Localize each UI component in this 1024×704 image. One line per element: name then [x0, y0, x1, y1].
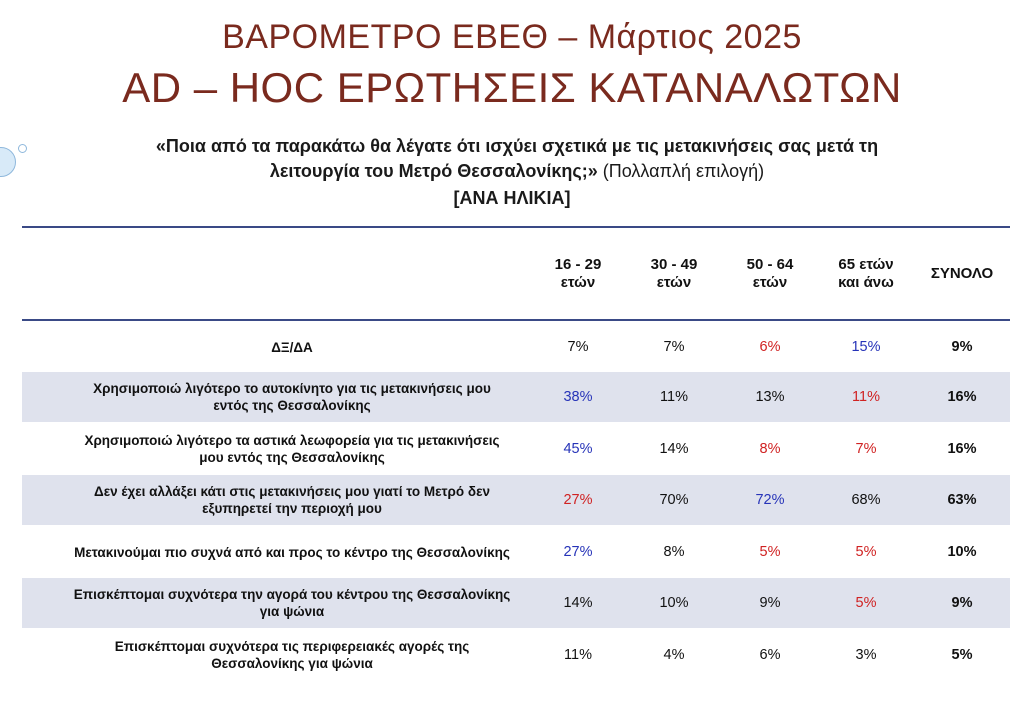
row-label-line-1: ΔΞ/ΔΑ — [271, 339, 313, 355]
value-cell: 70% — [659, 492, 689, 508]
row-label-line-1: Μετακινούμαι πιο συχνά από και προς το κέντρο της Θεσσαλονίκης — [74, 544, 510, 560]
row-label — [32, 322, 552, 372]
value-cell: 11% — [660, 389, 688, 405]
table-row — [22, 322, 1010, 372]
value-cell: 8% — [663, 544, 685, 560]
table-row — [22, 424, 1010, 474]
decorative-circle-large — [0, 147, 16, 177]
value-cell: 45% — [563, 441, 593, 457]
column-header — [629, 256, 719, 292]
row-label-line-1: Χρησιμοποιώ λιγότερο το αυτοκίνητο για τις μετακινήσεις μου — [93, 381, 491, 396]
column-header-line-2: ετών — [752, 274, 788, 291]
page-title: ΒΑΡΟΜΕΤΡΟ ΕΒΕΘ – Μάρτιος 2025 — [222, 18, 802, 56]
value-cell: 8% — [759, 441, 781, 457]
value-cell: 5% — [759, 544, 781, 560]
row-label — [32, 475, 552, 525]
row-label-line-2: εξυπηρετεί την περιοχή μου — [202, 501, 382, 516]
value-cell: 11% — [564, 647, 592, 663]
row-label-line-1: Χρησιμοποιώ λιγότερο τα αστικά λεωφορεία για τις μετακινήσεις — [84, 433, 500, 448]
row-label-line-2: για ψώνια — [259, 604, 325, 619]
value-cell: 7% — [663, 339, 685, 355]
question-line-1: «Ποια από τα παρακάτω θα λέγατε ότι ισχύει σχετικά με τις μετακινήσεις σας μετά τη — [155, 136, 879, 156]
table-top-rule — [22, 226, 1010, 228]
column-header — [725, 256, 815, 292]
survey-question — [60, 134, 974, 184]
total-value-cell: 9% — [951, 339, 973, 355]
column-header-line-2: και άνω — [838, 274, 894, 291]
table-row — [22, 527, 1010, 577]
row-label — [32, 424, 552, 474]
row-label — [32, 630, 552, 680]
value-cell: 14% — [659, 441, 689, 457]
value-cell: 72% — [755, 492, 785, 508]
value-cell: 5% — [855, 595, 877, 611]
value-cell: 6% — [759, 647, 781, 663]
total-value-cell: 16% — [947, 389, 977, 405]
row-label — [32, 527, 552, 577]
value-cell: 68% — [851, 492, 881, 508]
column-header-line-1: 30 - 49 — [650, 256, 698, 273]
column-header-line-1: ΣΥΝΟΛΟ — [930, 265, 994, 282]
column-header — [917, 265, 1007, 283]
value-cell: 27% — [563, 544, 593, 560]
value-cell: 14% — [563, 595, 593, 611]
total-value-cell: 10% — [947, 544, 977, 560]
column-header-line-1: 65 ετών — [838, 256, 894, 273]
total-value-cell: 9% — [951, 595, 973, 611]
value-cell: 5% — [855, 544, 877, 560]
decorative-circle-small — [18, 144, 27, 153]
table-row — [22, 475, 1010, 525]
table-header-rule — [22, 319, 1010, 321]
value-cell: 38% — [563, 389, 593, 405]
value-cell: 11% — [852, 389, 880, 405]
value-cell: 10% — [659, 595, 689, 611]
row-label-line-2: μου εντός της Θεσσαλονίκης — [199, 450, 385, 465]
column-header-line-2: ετών — [656, 274, 692, 291]
value-cell: 7% — [567, 339, 589, 355]
total-value-cell: 63% — [947, 492, 977, 508]
row-label-line-2: Θεσσαλονίκης για ψώνια — [211, 656, 373, 671]
row-label-line-1: Δεν έχει αλλάξει κάτι στις μετακινήσεις μου γιατί το Μετρό δεν — [94, 484, 490, 499]
breakdown-label: [ΑΝΑ ΗΛΙΚΙΑ] — [453, 188, 571, 208]
value-cell: 7% — [855, 441, 877, 457]
total-value-cell: 5% — [951, 647, 973, 663]
value-cell: 6% — [759, 339, 781, 355]
table-row — [22, 578, 1010, 628]
row-label-line-2: εντός της Θεσσαλονίκης — [213, 398, 371, 413]
value-cell: 15% — [851, 339, 881, 355]
question-line-2 — [60, 159, 974, 184]
column-header — [821, 256, 911, 292]
column-header-line-1: 16 - 29 — [554, 256, 602, 273]
value-cell: 13% — [755, 389, 785, 405]
total-value-cell: 16% — [947, 441, 977, 457]
value-cell: 27% — [563, 492, 593, 508]
question-line-2-text: λειτουργία του Μετρό Θεσσαλονίκης;» — [269, 161, 598, 181]
table-row — [22, 630, 1010, 680]
page-subtitle: AD – HOC ΕΡΩΤΗΣΕΙΣ ΚΑΤΑΝΑΛΩΤΩΝ — [122, 64, 902, 111]
row-label — [32, 372, 552, 422]
column-header — [533, 256, 623, 292]
column-header-line-1: 50 - 64 — [746, 256, 794, 273]
value-cell: 9% — [759, 595, 781, 611]
value-cell: 3% — [855, 647, 877, 663]
column-header-line-2: ετών — [560, 274, 596, 291]
row-label-line-1: Επισκέπτομαι συχνότερα την αγορά του κέντρου της Θεσσαλονίκης — [73, 587, 511, 602]
question-note: (Πολλαπλή επιλογή) — [597, 161, 765, 181]
row-label — [32, 578, 552, 628]
row-label-line-1: Επισκέπτομαι συχνότερα τις περιφερειακές αγορές της — [114, 639, 470, 654]
table-row — [22, 372, 1010, 422]
value-cell: 4% — [663, 647, 685, 663]
